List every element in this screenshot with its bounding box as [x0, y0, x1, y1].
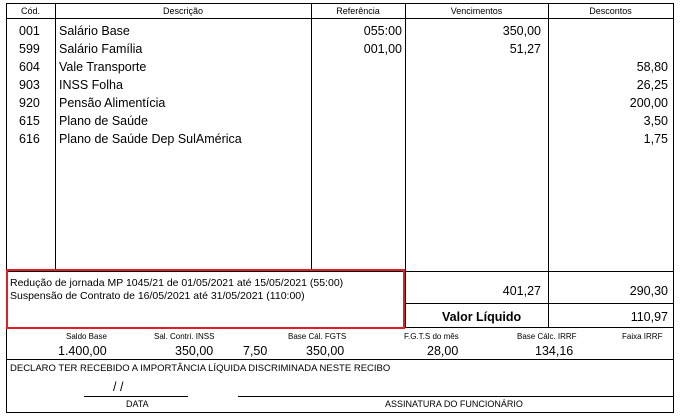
- item-cod: 920: [19, 96, 40, 110]
- item-descontos: [548, 40, 668, 58]
- value-base-calc-fgts: 350,00: [306, 344, 345, 358]
- item-ref: [311, 112, 402, 130]
- value-inss-pct: 7,50: [243, 344, 268, 358]
- item-descontos: 58,80: [636, 60, 668, 74]
- valor-liquido-label: Valor Líquido: [442, 310, 522, 324]
- header-vencimentos: Vencimentos: [450, 6, 503, 16]
- item-venc: [405, 130, 541, 148]
- date-slashes: / /: [113, 380, 124, 394]
- receipt-declaration: DECLARO TER RECEBIDO A IMPORTÂNCIA LÍQUIDA DISCRIMINADA NESTE RECIBO: [10, 363, 391, 374]
- item-venc: 350,00: [502, 24, 541, 38]
- item-descontos: 26,25: [636, 78, 668, 92]
- label-faixa-irrf: Faixa IRRF: [622, 332, 663, 341]
- item-venc: [405, 76, 541, 94]
- item-desc: Pensão Alimentícia: [59, 96, 166, 110]
- item-descontos: 1,75: [643, 132, 668, 146]
- header-referencia: Referência: [336, 6, 380, 16]
- item-venc: [405, 94, 541, 112]
- item-venc: 51,27: [509, 42, 541, 56]
- value-base-calc-irrf: 134,16: [535, 344, 574, 358]
- item-ref: [311, 58, 402, 76]
- item-venc: [405, 58, 541, 76]
- item-desc: Salário Família: [59, 42, 143, 56]
- total-vencimentos: 401,27: [502, 284, 541, 298]
- note-suspensao-contrato: Suspensão de Contrato de 16/05/2021 até 31/05/2021 (110:00): [10, 290, 305, 302]
- signature-line: [238, 396, 674, 397]
- item-ref: [311, 94, 402, 112]
- item-cod: 604: [19, 60, 40, 74]
- item-descontos: 3,50: [643, 114, 668, 128]
- item-cod: 616: [19, 132, 40, 146]
- value-fgts-mes: 28,00: [427, 344, 459, 358]
- label-fgts-mes: F.G.T.S do mês: [404, 332, 459, 341]
- note-reducao-jornada: Redução de jornada MP 1045/21 de 01/05/2021 até 15/05/2021 (55:00): [10, 277, 344, 289]
- label-base-calc-fgts: Base Cál. FGTS: [288, 332, 347, 341]
- value-saldo-base: 1.400,00: [58, 344, 107, 358]
- item-descontos: 200,00: [629, 96, 668, 110]
- item-ref: [311, 130, 402, 148]
- item-ref: 055:00: [363, 24, 402, 38]
- item-cod: 001: [19, 24, 40, 38]
- item-desc: Salário Base: [59, 24, 130, 38]
- valor-liquido-value: 110,97: [630, 310, 668, 324]
- item-ref: 001,00: [363, 42, 402, 56]
- item-desc: Plano de Saúde: [59, 114, 148, 128]
- item-ref: [311, 76, 402, 94]
- item-desc: INSS Folha: [59, 78, 123, 92]
- total-descontos: 290,30: [629, 284, 668, 298]
- label-sal-contr-inss: Sal. Contri. INSS: [154, 332, 215, 341]
- value-sal-contr-inss: 350,00: [175, 344, 214, 358]
- header-descricao: Descrição: [162, 6, 203, 16]
- date-label: DATA: [126, 399, 149, 409]
- header-cod: Cód.: [20, 6, 40, 16]
- label-base-calc-irrf: Base Cálc. IRRF: [517, 332, 577, 341]
- item-cod: 599: [19, 42, 40, 56]
- item-desc: Vale Transporte: [59, 60, 147, 74]
- item-venc: [405, 112, 541, 130]
- item-cod: 615: [19, 114, 40, 128]
- label-saldo-base: Saldo Base: [66, 332, 107, 341]
- item-desc: Plano de Saúde Dep SulAmérica: [59, 132, 242, 146]
- item-cod: 903: [19, 78, 40, 92]
- item-descontos: [548, 22, 668, 40]
- header-descontos: Descontos: [589, 6, 632, 16]
- date-line: [84, 396, 188, 397]
- signature-label: ASSINATURA DO FUNCIONÁRIO: [385, 399, 523, 409]
